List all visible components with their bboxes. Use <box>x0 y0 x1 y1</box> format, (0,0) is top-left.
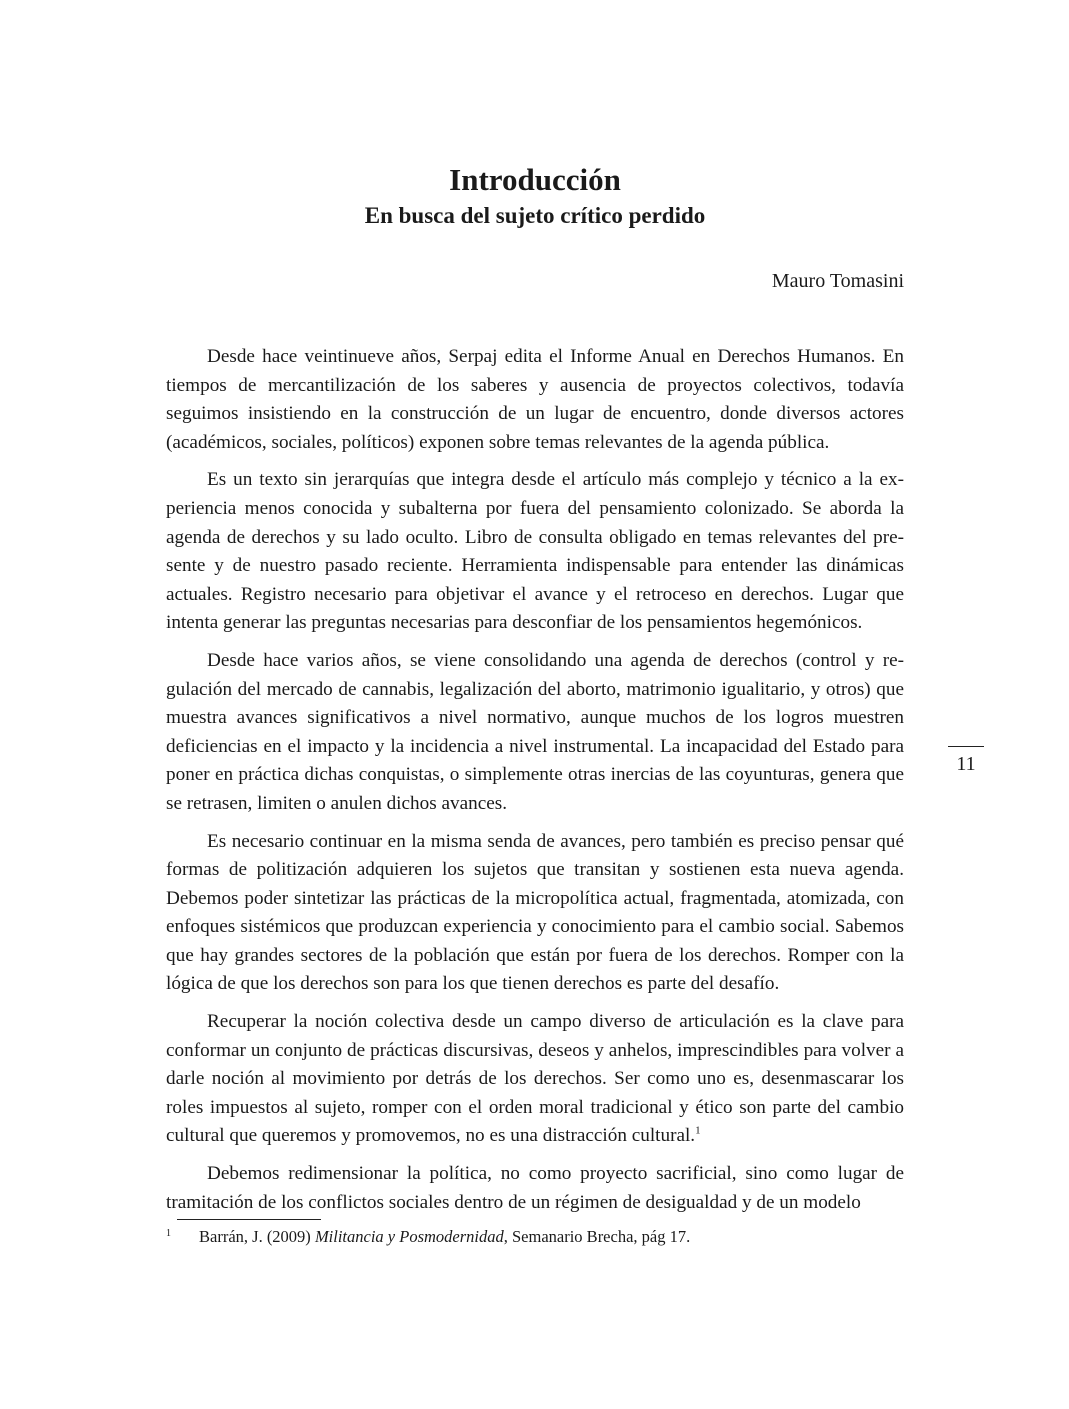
page-number: 11 <box>948 746 984 779</box>
footnote-number: 1 <box>166 1228 171 1239</box>
page-subtitle: En busca del sujeto crítico perdido <box>364 203 706 228</box>
author-name: Mauro Tomasini <box>771 270 904 292</box>
paragraph: Es necesario continuar en la misma senda de avances, pero también es preciso pensar qué formas de politización adquieren los sujetos que transitan y sostienen esta nueva agenda. Debemos poder sintetizar las prácticas de la micropolítica actual, fragmentada, atomizada, con enfoques sistémicos que produzcan experiencia y conocimiento para el cambio social. Sabemos que hay grandes sectores de la población que están por fuera de los derechos. Romper con la lógica de que los derechos son para los que tienen derechos es parte del desafío. <box>166 830 904 995</box>
paragraph-text: Recuperar la noción colectiva desde un campo diverso de articulación es la clave para conformar un conjunto de prácticas discursivas, deseos y anhelos, imprescindibles para volver a darle noción al movimiento por detrás de los derechos. Ser como uno es, desenmascarar los roles impuestos al sujeto, romper con el orden moral tradicional y ético son parte del cambio cultural que queremos y promovemos, no es una distracción cultural. <box>166 1011 904 1147</box>
paragraph: Desde hace veintinueve años, Serpaj edita el Informe Anual en Derechos Humanos. En tiempos de mercantilización de los saberes y ausencia de proyectos colectivos, todavía seguimos insistiendo en la construcción de un lugar de encuentro, donde diversos actores (académicos, sociales, políticos) exponen sobre temas relevantes de la agenda pública. <box>166 346 904 453</box>
page-title: Introducción <box>449 162 621 197</box>
footnote-citation: Barrán, J. (2009) <box>199 1227 315 1246</box>
footnote-source: , Semanario Brecha, pág 17. <box>503 1227 691 1246</box>
paragraph: Es un texto sin jerarquías que integra desde el artículo más complejo y técnico a la experiencia menos conocida y subalterna por fuera del pensamiento colonizado. Se aborda la agenda de derechos y su lado oculto. Libro de consulta obligado en temas relevantes del presente y de nuestro pasado reciente. Herramienta indispensable para entender las dinámicas actuales. Registro necesario para objetivar el avance y el retroceso en derechos. Lugar que intenta generar las preguntas necesarias para desconfiar de los pensamientos hegemónicos. <box>166 469 904 634</box>
paragraph-with-footnote <box>166 1008 904 1151</box>
footnote-text <box>199 1226 904 1248</box>
footnote-reference: 1 <box>695 1125 701 1138</box>
paragraph: Debemos redimensionar la política, no como proyecto sacrificial, sino como lugar de tramitación de los conflictos sociales dentro de un régimen de desigualdad y de un modelo <box>166 1163 904 1213</box>
body-text <box>166 343 904 1217</box>
footnote-divider <box>177 1219 321 1220</box>
footnote-title: Militancia y Posmodernidad <box>314 1227 504 1246</box>
footnote <box>166 1226 904 1248</box>
paragraph: Desde hace varios años, se viene consolidando una agenda de derechos (control y regulación del mercado de cannabis, legalización del aborto, matrimonio igualitario, y otros) que muestra avances significativos a nivel normativo, aunque muchos de los logros muestren deficiencias en el impacto y la incidencia a nivel instrumental. La incapacidad del Estado para poner en práctica dichas conquistas, o simplemente otras inercias de las coyunturas, genera que se retrasen, limiten o anulen dichos avances. <box>166 649 904 814</box>
